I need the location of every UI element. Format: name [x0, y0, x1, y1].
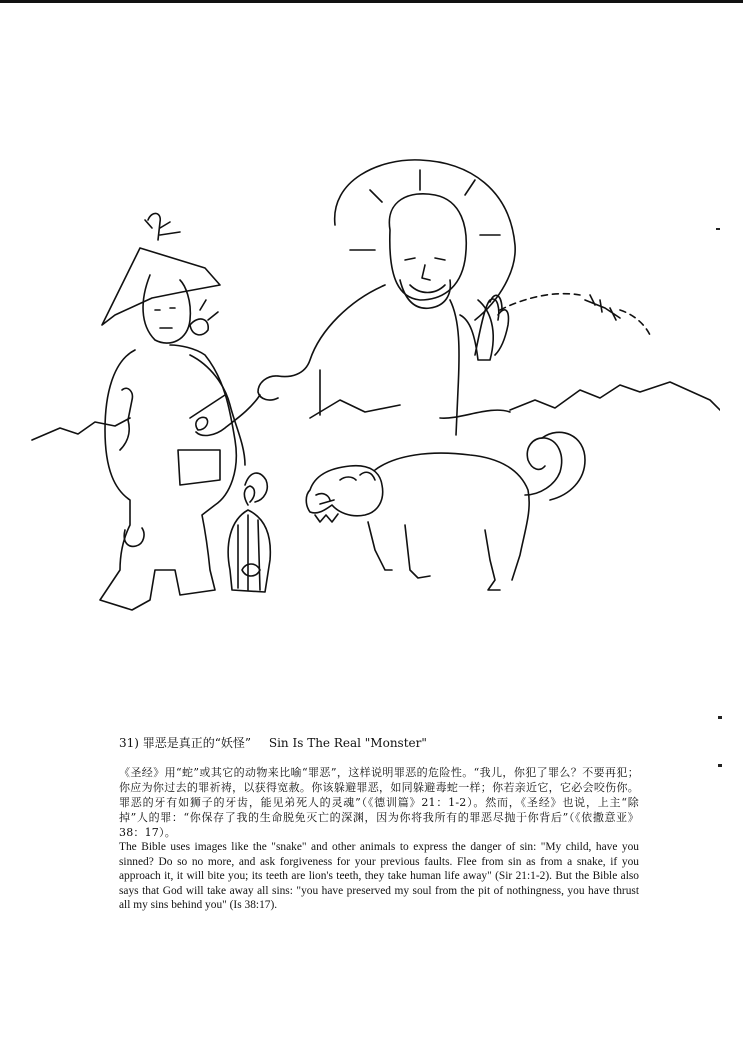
scan-top-border — [0, 0, 743, 3]
insects — [145, 213, 620, 334]
body-text — [119, 765, 639, 913]
caption-en: Sin Is The Real "Monster" — [268, 736, 427, 750]
leash — [196, 395, 260, 435]
jesus-figure — [258, 160, 515, 435]
caption — [119, 736, 639, 751]
scan-speck — [718, 716, 722, 719]
illustration — [20, 150, 720, 670]
paragraph-cn: 《圣经》用“蛇”或其它的动物来比喻“罪恶”，这样说明罪恶的危险性。“我儿，你犯了罪么？不要再犯；你应为你过去的罪祈祷，以获得宽赦。你该躲避罪恶，如同躲避毒蛇一样；你若亲近它，它必会咬伤你。罪恶的牙有如狮子的牙齿，能见弟死人的灵魂”（《德训篇》21：1-2）。然而，《圣经》也说，上主“除掉”人的罪：“你保存了我的生命脱免灭亡的深渊，因为你将我所有的罪恶尽抛于你背后”（《依撒意亚》38：17）。 — [119, 766, 639, 839]
lion-figure — [306, 432, 585, 590]
birdcage — [228, 473, 270, 592]
snake-head — [196, 417, 208, 430]
caption-cn: 31) 罪恶是真正的“妖怪” — [119, 736, 252, 750]
paragraph-en: The Bible uses images like the "snake" and other animals to express the danger of sin: "My child, have you sinned? Do so no more, and ask forgiveness for your previous faults. Flee from sin as from a snake, if you approach it, it will bite you; its teeth are lion's teeth, they take human life away" (Sir 21:1-2). But the Bible also says that God will take away all sins: "you have preserved my soul from the pit of nothingness, you have thrust all my sins behind you" (Is 38:17). — [119, 841, 639, 912]
scan-speck — [718, 764, 722, 767]
